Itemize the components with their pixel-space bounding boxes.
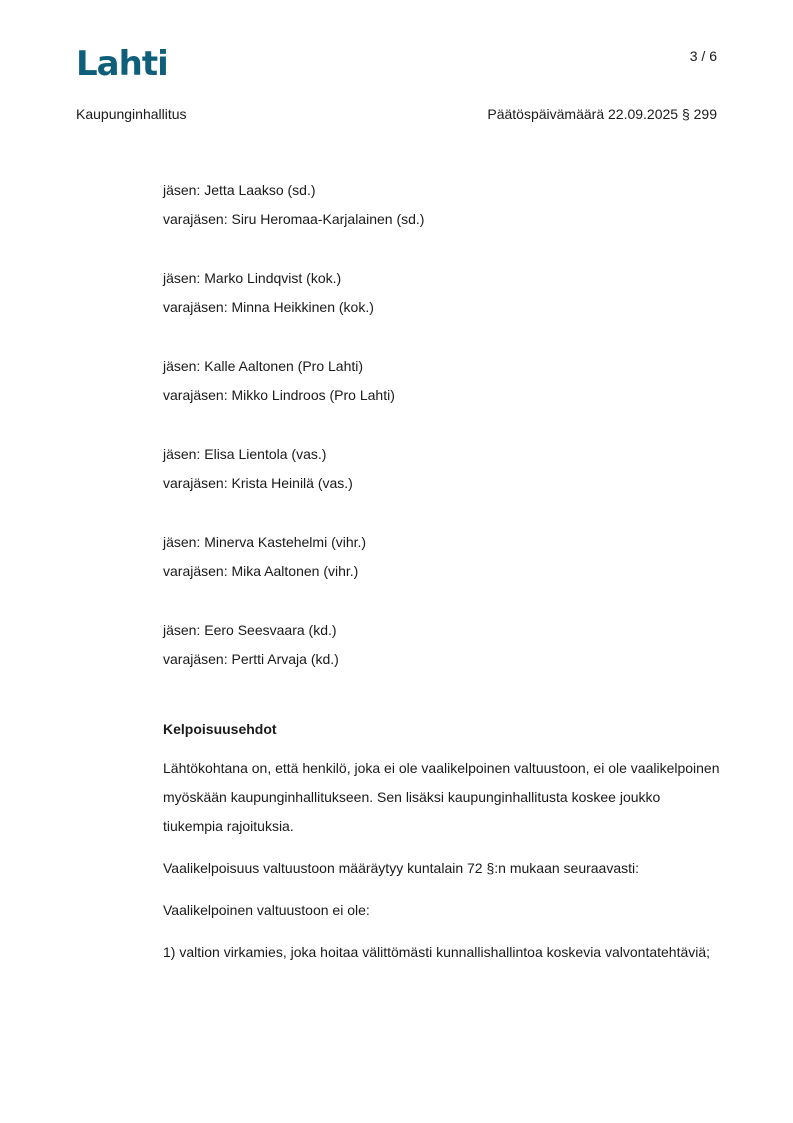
member-group [163, 176, 723, 234]
lahti-logo: Lahti [76, 44, 168, 84]
member-line: jäsen: Elisa Lientola (vas.) [163, 446, 327, 462]
member-group [163, 528, 723, 586]
member-line: jäsen: Kalle Aaltonen (Pro Lahti) [163, 358, 364, 374]
paragraph: Vaalikelpoisuus valtuustoon määräytyy kuntalain 72 §:n mukaan seuraavasti: [163, 860, 640, 876]
deputy-line: varajäsen: Siru Heromaa-Karjalainen (sd.) [163, 211, 425, 227]
member-group [163, 440, 723, 498]
deputy-line: varajäsen: Krista Heinilä (vas.) [163, 475, 353, 491]
deputy-line: varajäsen: Minna Heikkinen (kok.) [163, 299, 374, 315]
member-line: jäsen: Eero Seesvaara (kd.) [163, 622, 337, 638]
page-number: 3 / 6 [689, 48, 717, 64]
member-group [163, 616, 723, 674]
section-heading: Kelpoisuusehdot [163, 721, 277, 737]
deputy-line: varajäsen: Pertti Arvaja (kd.) [163, 651, 339, 667]
paragraph: 1) valtion virkamies, joka hoitaa välittömästi kunnallishallintoa koskevia valvontatehtäviä; [163, 944, 711, 960]
deputy-line: varajäsen: Mika Aaltonen (vihr.) [163, 563, 359, 579]
member-line: jäsen: Jetta Laakso (sd.) [163, 182, 316, 198]
decision-date: Päätöspäivämäärä 22.09.2025 § 299 [487, 106, 717, 122]
document-body [163, 176, 723, 980]
paragraph: Lähtökohtana on, että henkilö, joka ei ole vaalikelpoinen valtuustoon, ei ole vaalikelpoinen myöskään kaupunginhallitukseen. Sen lisäksi kaupunginhallitusta koskee joukko tiukempia rajoituksia. [163, 760, 720, 834]
deputy-line: varajäsen: Mikko Lindroos (Pro Lahti) [163, 387, 395, 403]
member-group [163, 264, 723, 322]
paragraph: Vaalikelpoinen valtuustoon ei ole: [163, 902, 370, 918]
member-line: jäsen: Minerva Kastehelmi (vihr.) [163, 534, 367, 550]
member-line: jäsen: Marko Lindqvist (kok.) [163, 270, 342, 286]
member-group [163, 352, 723, 410]
organization-name: Kaupunginhallitus [76, 106, 187, 122]
